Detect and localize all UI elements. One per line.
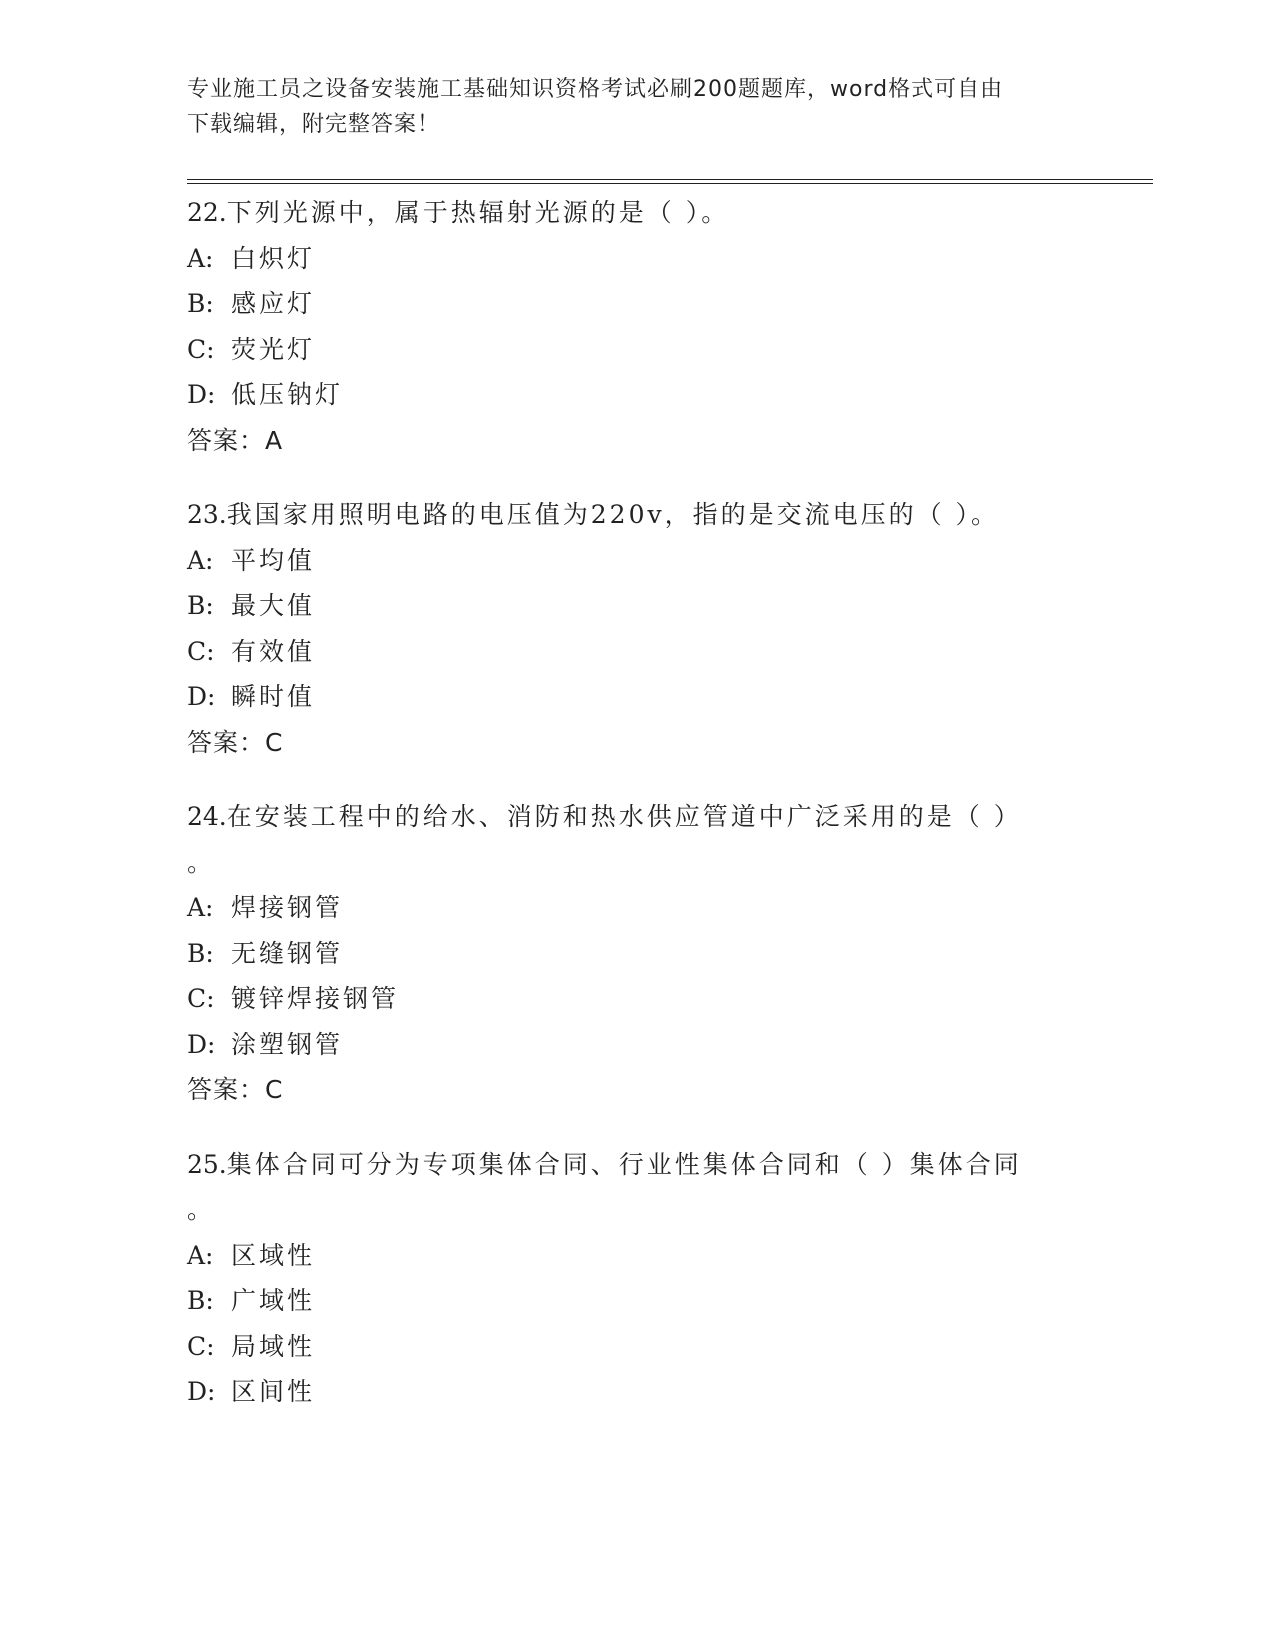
option-letter: C:	[187, 984, 215, 1013]
question-number: 23.	[187, 500, 227, 529]
option-letter: C:	[187, 334, 215, 364]
option-text: 感应灯	[231, 289, 316, 318]
option-text: 低压钠灯	[231, 380, 344, 409]
option-letter: B:	[187, 1286, 214, 1315]
question-stem-continuation: 。	[187, 1195, 213, 1224]
question-stem	[187, 1142, 1087, 1188]
option-c	[187, 327, 1087, 373]
option-b	[187, 1278, 1087, 1324]
option-letter: C:	[187, 1331, 215, 1361]
header-line-1: 专业施工员之设备安装施工基础知识资格考试必刷200题题库，word格式可自由	[187, 77, 1004, 102]
option-b	[187, 583, 1087, 629]
option-text: 焊接钢管	[231, 893, 344, 922]
option-letter: B:	[187, 591, 214, 620]
option-letter: A:	[187, 893, 214, 922]
question-text: 下列光源中，属于热辐射光源的是（ ）。	[226, 198, 730, 227]
option-a	[187, 1233, 1087, 1279]
question-text: 在安装工程中的给水、消防和热水供应管道中广泛采用的是（ ）	[226, 802, 1022, 831]
option-text: 区域性	[231, 1240, 316, 1270]
option-b	[187, 931, 1087, 977]
question-22	[187, 190, 1087, 463]
option-text: 荧光灯	[231, 334, 316, 364]
option-a	[187, 538, 1087, 584]
question-stem	[187, 190, 1087, 236]
option-text: 局域性	[231, 1331, 316, 1361]
question-text: 集体合同可分为专项集体合同、行业性集体合同和（ ）集体合同	[226, 1149, 1022, 1179]
question-stem	[187, 492, 1087, 538]
option-a	[187, 885, 1087, 931]
option-letter: A:	[187, 1240, 214, 1270]
option-letter: C:	[187, 636, 215, 666]
question-stem	[187, 794, 1087, 840]
option-text: 白炽灯	[231, 243, 316, 273]
option-letter: D:	[187, 1029, 216, 1059]
question-stem-continuation: 。	[187, 847, 213, 877]
option-c	[187, 976, 1087, 1022]
option-text: 广域性	[231, 1286, 316, 1315]
option-c	[187, 1324, 1087, 1370]
answer-line: 答案：C	[187, 1075, 284, 1104]
answer-line: 答案：C	[187, 727, 284, 757]
option-letter: D:	[187, 1377, 216, 1406]
question-23	[187, 492, 1087, 765]
header-line-2: 下载编辑，附完整答案！	[187, 112, 441, 137]
option-text: 有效值	[231, 636, 316, 666]
question-text: 我国家用照明电路的电压值为220v，指的是交流电压的（ ）。	[226, 500, 1000, 529]
question-number: 25.	[187, 1149, 227, 1179]
option-text: 瞬时值	[231, 682, 316, 711]
option-letter: B:	[187, 938, 214, 968]
option-letter: D:	[187, 380, 216, 409]
option-d	[187, 1022, 1087, 1068]
option-text: 区间性	[231, 1377, 316, 1406]
option-letter: A:	[187, 545, 214, 575]
option-d	[187, 674, 1087, 720]
option-text: 镀锌焊接钢管	[231, 984, 400, 1013]
option-c	[187, 629, 1087, 675]
question-24	[187, 794, 1087, 1113]
header-divider-bottom	[187, 183, 1153, 184]
question-number: 24.	[187, 802, 227, 831]
option-letter: D:	[187, 682, 216, 711]
option-b	[187, 281, 1087, 327]
question-number: 22.	[187, 198, 227, 227]
answer-line: 答案：A	[187, 425, 284, 455]
option-d	[187, 372, 1087, 418]
option-text: 无缝钢管	[231, 938, 344, 968]
document-header	[187, 72, 1067, 142]
option-a	[187, 236, 1087, 282]
option-d	[187, 1369, 1087, 1415]
option-letter: B:	[187, 289, 214, 318]
header-divider-top	[187, 179, 1153, 180]
option-text: 平均值	[231, 545, 316, 575]
option-text: 涂塑钢管	[231, 1029, 344, 1059]
option-letter: A:	[187, 243, 214, 273]
question-list	[187, 190, 1087, 1444]
question-25	[187, 1142, 1087, 1415]
option-text: 最大值	[231, 591, 316, 620]
